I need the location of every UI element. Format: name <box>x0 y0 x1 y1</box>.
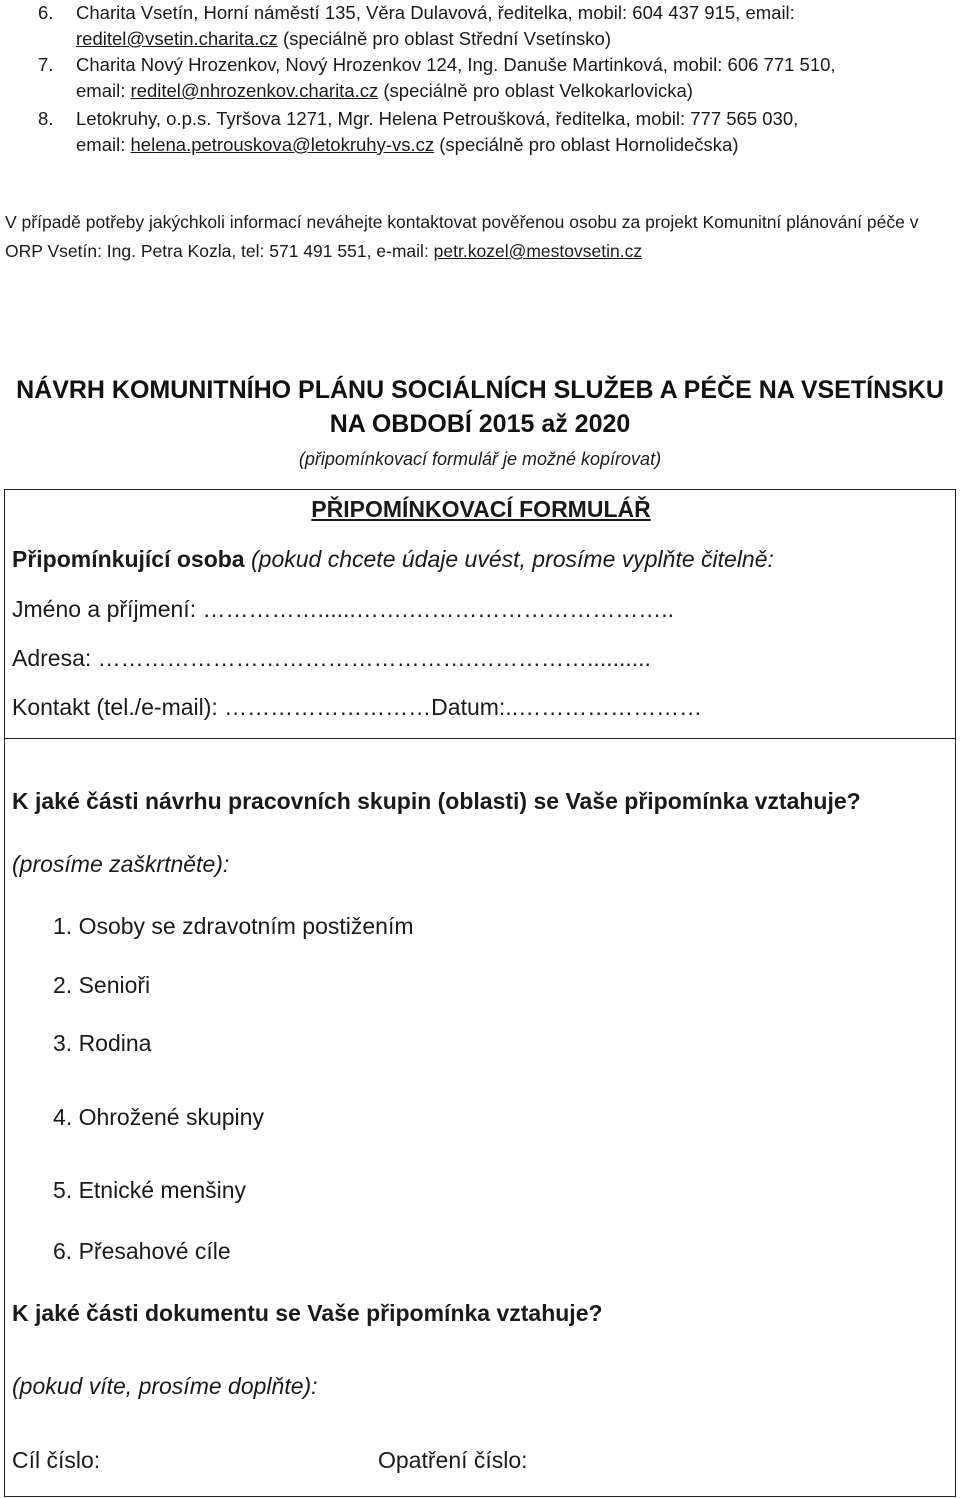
email-prefix: email: <box>76 134 131 155</box>
option-item[interactable]: 2. Senioři <box>53 972 151 998</box>
section2-question: K jaké části dokumentu se Vaše připomínka vztahuje? <box>12 1300 603 1326</box>
contact-list <box>38 0 836 158</box>
form-header-box <box>4 489 956 739</box>
email-link[interactable]: petr.kozel@mestovsetin.cz <box>433 241 643 261</box>
list-number: 6. <box>38 2 54 23</box>
document-subtitle: (připomínkovací formulář je možné kopírovat) <box>298 449 662 469</box>
document-title: NÁVRH KOMUNITNÍHO PLÁNU SOCIÁLNÍCH SLUŽEB A PÉČE NA VSETÍNSKU <box>16 376 944 404</box>
info-paragraph <box>5 208 955 266</box>
contact-note: (speciálně pro oblast Velkokarlovicka) <box>378 80 693 101</box>
contact-text: Charita Nový Hrozenkov, Nový Hrozenkov 124, Ing. Danuše Martinková, mobil: 606 771 510, <box>76 54 836 75</box>
person-line <box>12 546 774 573</box>
form-body-box <box>4 738 956 1497</box>
address-field[interactable]: Adresa: ………………………………………….…………….......... <box>12 645 651 671</box>
contact-text: Letokruhy, o.p.s. Tyršova 1271, Mgr. Helena Petroušková, ředitelka, mobil: 777 565 030, <box>76 108 799 129</box>
option-item[interactable]: 4. Ohrožené skupiny <box>53 1104 264 1130</box>
option-item[interactable]: 1. Osoby se zdravotním postižením <box>53 913 414 939</box>
section1-question: K jaké části návrhu pracovních skupin (oblasti) se Vaše připomínka vztahuje? <box>12 788 861 814</box>
contact-item <box>38 0 836 52</box>
person-hint: (pokud chcete údaje uvést, prosíme vyplňte čitelně: <box>244 546 774 572</box>
contact-item <box>38 106 836 158</box>
section1-hint: (prosíme zaškrtněte): <box>12 851 230 877</box>
option-item[interactable]: 3. Rodina <box>53 1030 152 1056</box>
contact-note: (speciálně pro oblast Střední Vsetínsko) <box>277 28 611 49</box>
email-link[interactable]: reditel@nhrozenkov.charita.cz <box>130 80 379 101</box>
measure-number-field[interactable]: Opatření číslo: <box>378 1447 528 1473</box>
form-title: PŘIPOMÍNKOVACÍ FORMULÁŘ <box>311 496 651 522</box>
list-number: 8. <box>38 108 54 129</box>
contact-text: Charita Vsetín, Horní náměstí 135, Věra Dulavová, ředitelka, mobil: 604 437 915, email: <box>76 2 795 23</box>
goal-number-field[interactable]: Cíl číslo: <box>12 1447 101 1473</box>
email-link[interactable]: reditel@vsetin.charita.cz <box>76 28 278 49</box>
document-title-period: NA OBDOBÍ 2015 až 2020 <box>329 410 631 438</box>
email-link[interactable]: helena.petrouskova@letokruhy-vs.cz <box>130 134 435 155</box>
info-text: V případě potřeby jakýchkoli informací neváhejte kontaktovat pověřenou osobu za projekt Komunitní plánování péče v ORP Vsetín: Ing. Petra Kozla, tel: 571 491 551, e-mail: <box>5 212 919 261</box>
option-item[interactable]: 5. Etnické menšiny <box>53 1177 247 1203</box>
list-number: 7. <box>38 54 54 75</box>
person-label: Připomínkující osoba <box>12 546 245 572</box>
option-item[interactable]: 6. Přesahové cíle <box>53 1238 231 1264</box>
name-field[interactable]: Jméno a příjmení: ……………......…….…………………………….. <box>12 596 674 622</box>
contact-item <box>38 52 836 104</box>
email-prefix: email: <box>76 80 131 101</box>
contact-note: (speciálně pro oblast Hornolidečska) <box>434 134 739 155</box>
section2-hint: (pokud víte, prosíme doplňte): <box>12 1373 318 1399</box>
contact-date-field[interactable]: Kontakt (tel./e-mail): ………………………Datum:..…………………… <box>12 694 703 720</box>
